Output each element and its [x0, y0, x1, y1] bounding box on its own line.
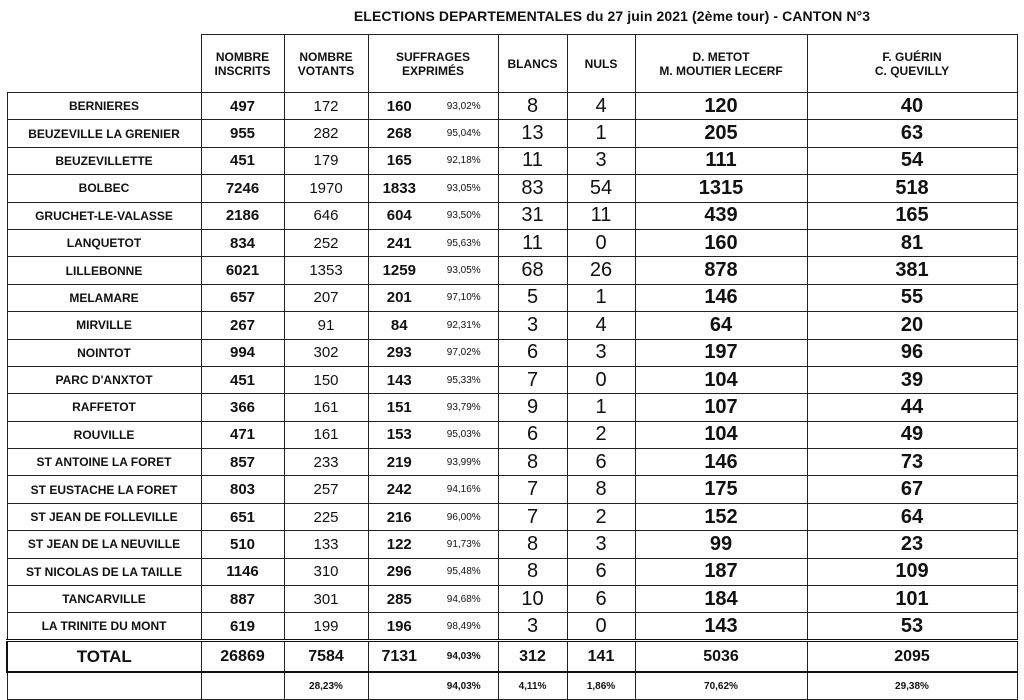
cell-votants: 257: [284, 476, 368, 503]
cell-blancs: 5: [498, 284, 567, 311]
cell-exprimes: 143: [368, 366, 430, 393]
cell-nuls: 11: [567, 202, 635, 229]
cell-pct: 93,79%: [430, 394, 498, 421]
cell-inscrits: 2186: [201, 202, 284, 229]
cell-pct: 93,05%: [430, 257, 498, 284]
header-candidate-2-line1: F. GUÉRIN: [882, 49, 942, 64]
cell-commune: BEUZEVILLETTE: [7, 147, 201, 174]
cell-nuls: 3: [567, 147, 635, 174]
cell-commune: BERNIERES: [7, 93, 201, 120]
cell-cand2: 381: [807, 257, 1017, 284]
cell-blancs: 68: [498, 257, 567, 284]
cell-commune: ST ANTOINE LA FORET: [7, 449, 201, 476]
cell-votants: 302: [284, 339, 368, 366]
cell-pct: 92,31%: [430, 312, 498, 339]
cell-votants: 310: [284, 558, 368, 585]
cell-inscrits: 7246: [201, 175, 284, 202]
table-row: [7, 503, 1017, 530]
cell-cand2: 49: [807, 421, 1017, 448]
cell-cand2: 23: [807, 531, 1017, 558]
cell-commune: NOINTOT: [7, 339, 201, 366]
cell-pct: 94,68%: [430, 586, 498, 613]
ratio-label-cell: [7, 672, 201, 699]
cell-inscrits: 471: [201, 421, 284, 448]
cell-votants: 161: [284, 421, 368, 448]
cell-inscrits: 510: [201, 531, 284, 558]
cell-exprimes: 268: [368, 120, 430, 147]
cell-exprimes: 151: [368, 394, 430, 421]
cell-exprimes: 216: [368, 503, 430, 530]
cell-exprimes: 285: [368, 586, 430, 613]
cell-commune: PARC D'ANXTOT: [7, 366, 201, 393]
ratio-candidate-2: 29,38%: [807, 672, 1017, 699]
cell-cand2: 64: [807, 503, 1017, 530]
cell-cand1: 146: [635, 449, 807, 476]
cell-blancs: 3: [498, 312, 567, 339]
cell-cand2: 54: [807, 147, 1017, 174]
results-table: [6, 34, 1018, 700]
header-inscrits: [201, 35, 284, 93]
cell-exprimes: 122: [368, 531, 430, 558]
cell-cand1: 184: [635, 586, 807, 613]
cell-blancs: 83: [498, 175, 567, 202]
cell-exprimes: 604: [368, 202, 430, 229]
table-row: [7, 558, 1017, 585]
cell-nuls: 26: [567, 257, 635, 284]
cell-blancs: 11: [498, 147, 567, 174]
cell-inscrits: 6021: [201, 257, 284, 284]
cell-cand2: 165: [807, 202, 1017, 229]
cell-cand2: 53: [807, 613, 1017, 640]
header-exprimes-line1: SUFFRAGES: [395, 49, 470, 64]
cell-exprimes: 196: [368, 613, 430, 640]
cell-blancs: 9: [498, 394, 567, 421]
cell-votants: 150: [284, 366, 368, 393]
cell-commune: ST EUSTACHE LA FORET: [7, 476, 201, 503]
cell-cand2: 39: [807, 366, 1017, 393]
cell-commune: ST JEAN DE LA NEUVILLE: [7, 531, 201, 558]
cell-blancs: 8: [498, 531, 567, 558]
cell-pct: 95,33%: [430, 366, 498, 393]
cell-cand1: 146: [635, 284, 807, 311]
total-exprimes-pct: 94,03%: [430, 640, 498, 672]
cell-exprimes: 153: [368, 421, 430, 448]
cell-inscrits: 657: [201, 284, 284, 311]
cell-votants: 1353: [284, 257, 368, 284]
header-row: [7, 35, 1017, 93]
cell-pct: 97,10%: [430, 284, 498, 311]
table-row: [7, 613, 1017, 640]
cell-cand2: 40: [807, 93, 1017, 120]
cell-blancs: 7: [498, 366, 567, 393]
cell-blancs: 7: [498, 476, 567, 503]
cell-commune: GRUCHET-LE-VALASSE: [7, 202, 201, 229]
cell-commune: LA TRINITE DU MONT: [7, 613, 201, 640]
table-row: [7, 476, 1017, 503]
cell-cand1: 104: [635, 366, 807, 393]
cell-blancs: 6: [498, 421, 567, 448]
cell-nuls: 54: [567, 175, 635, 202]
cell-inscrits: 887: [201, 586, 284, 613]
cell-nuls: 0: [567, 366, 635, 393]
cell-votants: 282: [284, 120, 368, 147]
cell-exprimes: 296: [368, 558, 430, 585]
cell-cand2: 55: [807, 284, 1017, 311]
header-inscrits-line2: INSCRITS: [214, 63, 271, 78]
cell-commune: ST JEAN DE FOLLEVILLE: [7, 503, 201, 530]
cell-cand1: 104: [635, 421, 807, 448]
cell-blancs: 8: [498, 558, 567, 585]
table-row: [7, 421, 1017, 448]
table-row: [7, 284, 1017, 311]
cell-cand2: 101: [807, 586, 1017, 613]
cell-cand2: 81: [807, 229, 1017, 256]
table-row: [7, 175, 1017, 202]
table-row: [7, 531, 1017, 558]
header-nuls: NULS: [567, 35, 635, 93]
cell-nuls: 1: [567, 120, 635, 147]
cell-inscrits: 619: [201, 613, 284, 640]
cell-exprimes: 242: [368, 476, 430, 503]
cell-exprimes: 241: [368, 229, 430, 256]
table-row: [7, 339, 1017, 366]
cell-commune: MELAMARE: [7, 284, 201, 311]
cell-votants: 1970: [284, 175, 368, 202]
total-votants: 7584: [284, 640, 368, 672]
cell-cand2: 20: [807, 312, 1017, 339]
cell-votants: 252: [284, 229, 368, 256]
cell-cand2: 518: [807, 175, 1017, 202]
total-label: TOTAL: [7, 640, 201, 672]
cell-votants: 91: [284, 312, 368, 339]
cell-cand1: 187: [635, 558, 807, 585]
cell-pct: 95,04%: [430, 120, 498, 147]
header-exprimes-line2: EXPRIMÉS: [401, 63, 464, 78]
cell-nuls: 3: [567, 531, 635, 558]
cell-cand1: 152: [635, 503, 807, 530]
header-candidate-1-line2: M. MOUTIER LECERF: [659, 63, 783, 78]
header-candidate-2-line2: C. QUEVILLY: [874, 63, 950, 78]
cell-nuls: 1: [567, 284, 635, 311]
cell-nuls: 4: [567, 93, 635, 120]
cell-inscrits: 994: [201, 339, 284, 366]
cell-blancs: 6: [498, 339, 567, 366]
header-votants-line2: VOTANTS: [297, 63, 355, 78]
corner-cell: [7, 35, 201, 93]
cell-exprimes: 201: [368, 284, 430, 311]
ratio-row: [7, 672, 1017, 699]
total-candidate-1: 5036: [635, 640, 807, 672]
cell-commune: TANCARVILLE: [7, 586, 201, 613]
cell-nuls: 6: [567, 586, 635, 613]
cell-pct: 97,02%: [430, 339, 498, 366]
cell-pct: 93,02%: [430, 93, 498, 120]
cell-votants: 207: [284, 284, 368, 311]
rows-body: [7, 93, 1017, 641]
cell-nuls: 0: [567, 613, 635, 640]
cell-exprimes: 1833: [368, 175, 430, 202]
cell-votants: 646: [284, 202, 368, 229]
table-row: [7, 147, 1017, 174]
cell-votants: 133: [284, 531, 368, 558]
cell-nuls: 8: [567, 476, 635, 503]
header-exprimes: [368, 35, 498, 93]
table-row: [7, 586, 1017, 613]
total-row: [7, 640, 1017, 672]
cell-cand2: 109: [807, 558, 1017, 585]
total-nuls: 141: [567, 640, 635, 672]
cell-cand2: 63: [807, 120, 1017, 147]
table-row: [7, 449, 1017, 476]
cell-cand1: 120: [635, 93, 807, 120]
cell-blancs: 7: [498, 503, 567, 530]
cell-exprimes: 293: [368, 339, 430, 366]
cell-exprimes: 160: [368, 93, 430, 120]
table-row: [7, 93, 1017, 120]
cell-blancs: 13: [498, 120, 567, 147]
ratio-blancs: 4,11%: [498, 672, 567, 699]
cell-cand1: 878: [635, 257, 807, 284]
cell-commune: ROUVILLE: [7, 421, 201, 448]
cell-cand2: 96: [807, 339, 1017, 366]
cell-nuls: 0: [567, 229, 635, 256]
cell-pct: 95,63%: [430, 229, 498, 256]
cell-pct: 91,73%: [430, 531, 498, 558]
table-row: [7, 312, 1017, 339]
cell-pct: 93,99%: [430, 449, 498, 476]
cell-cand1: 205: [635, 120, 807, 147]
header-votants-line1: NOMBRE: [299, 49, 353, 64]
cell-inscrits: 857: [201, 449, 284, 476]
cell-exprimes: 165: [368, 147, 430, 174]
cell-exprimes: 1259: [368, 257, 430, 284]
cell-cand1: 1315: [635, 175, 807, 202]
ratio-votants: 28,23%: [284, 672, 368, 699]
cell-pct: 93,50%: [430, 202, 498, 229]
cell-pct: 98,49%: [430, 613, 498, 640]
cell-inscrits: 651: [201, 503, 284, 530]
table-row: [7, 202, 1017, 229]
cell-votants: 199: [284, 613, 368, 640]
cell-cand1: 197: [635, 339, 807, 366]
cell-commune: LANQUETOT: [7, 229, 201, 256]
cell-inscrits: 451: [201, 366, 284, 393]
ratio-candidate-1: 70,62%: [635, 672, 807, 699]
cell-votants: 301: [284, 586, 368, 613]
total-inscrits: 26869: [201, 640, 284, 672]
table-row: [7, 366, 1017, 393]
cell-exprimes: 84: [368, 312, 430, 339]
ratio-inscrits-cell: [201, 672, 284, 699]
cell-inscrits: 834: [201, 229, 284, 256]
cell-commune: ST NICOLAS DE LA TAILLE: [7, 558, 201, 585]
cell-cand1: 64: [635, 312, 807, 339]
cell-pct: 95,48%: [430, 558, 498, 585]
cell-inscrits: 366: [201, 394, 284, 421]
cell-inscrits: 267: [201, 312, 284, 339]
cell-votants: 161: [284, 394, 368, 421]
header-inscrits-line1: NOMBRE: [215, 49, 270, 64]
cell-cand2: 73: [807, 449, 1017, 476]
document-title: ELECTIONS DEPARTEMENTALES du 27 juin 2021 (2ème tour) - CANTON N°3: [353, 8, 871, 24]
cell-nuls: 1: [567, 394, 635, 421]
cell-votants: 233: [284, 449, 368, 476]
cell-blancs: 8: [498, 449, 567, 476]
header-votants: [284, 35, 368, 93]
cell-cand1: 99: [635, 531, 807, 558]
cell-votants: 225: [284, 503, 368, 530]
cell-cand2: 44: [807, 394, 1017, 421]
total-candidate-2: 2095: [807, 640, 1017, 672]
cell-nuls: 3: [567, 339, 635, 366]
header-candidate-1-line1: D. METOT: [692, 49, 750, 64]
total-blancs: 312: [498, 640, 567, 672]
cell-inscrits: 451: [201, 147, 284, 174]
cell-blancs: 10: [498, 586, 567, 613]
cell-votants: 179: [284, 147, 368, 174]
table-row: [7, 257, 1017, 284]
header-blancs: BLANCS: [498, 35, 567, 93]
cell-cand1: 439: [635, 202, 807, 229]
cell-commune: RAFFETOT: [7, 394, 201, 421]
cell-cand1: 160: [635, 229, 807, 256]
cell-cand1: 111: [635, 147, 807, 174]
cell-cand1: 175: [635, 476, 807, 503]
ratio-exprimes-cell: [368, 672, 430, 699]
cell-pct: 93,05%: [430, 175, 498, 202]
total-exprimes: 7131: [368, 640, 430, 672]
cell-blancs: 11: [498, 229, 567, 256]
cell-cand1: 107: [635, 394, 807, 421]
cell-cand2: 67: [807, 476, 1017, 503]
cell-cand1: 143: [635, 613, 807, 640]
cell-nuls: 2: [567, 421, 635, 448]
ratio-exprimes: 94,03%: [430, 672, 498, 699]
cell-commune: MIRVILLE: [7, 312, 201, 339]
cell-blancs: 31: [498, 202, 567, 229]
header-candidate-1: [635, 35, 807, 93]
table-row: [7, 394, 1017, 421]
cell-inscrits: 1146: [201, 558, 284, 585]
ratio-nuls: 1,86%: [567, 672, 635, 699]
cell-nuls: 2: [567, 503, 635, 530]
cell-exprimes: 219: [368, 449, 430, 476]
cell-pct: 96,00%: [430, 503, 498, 530]
cell-commune: BEUZEVILLE LA GRENIER: [7, 120, 201, 147]
table-row: [7, 120, 1017, 147]
cell-pct: 94,16%: [430, 476, 498, 503]
cell-commune: LILLEBONNE: [7, 257, 201, 284]
cell-votants: 172: [284, 93, 368, 120]
cell-blancs: 3: [498, 613, 567, 640]
cell-inscrits: 803: [201, 476, 284, 503]
cell-nuls: 6: [567, 449, 635, 476]
cell-pct: 92,18%: [430, 147, 498, 174]
cell-nuls: 6: [567, 558, 635, 585]
header-candidate-2: [807, 35, 1017, 93]
table-row: [7, 229, 1017, 256]
cell-inscrits: 955: [201, 120, 284, 147]
cell-nuls: 4: [567, 312, 635, 339]
cell-commune: BOLBEC: [7, 175, 201, 202]
cell-pct: 95,03%: [430, 421, 498, 448]
cell-blancs: 8: [498, 93, 567, 120]
cell-inscrits: 497: [201, 93, 284, 120]
